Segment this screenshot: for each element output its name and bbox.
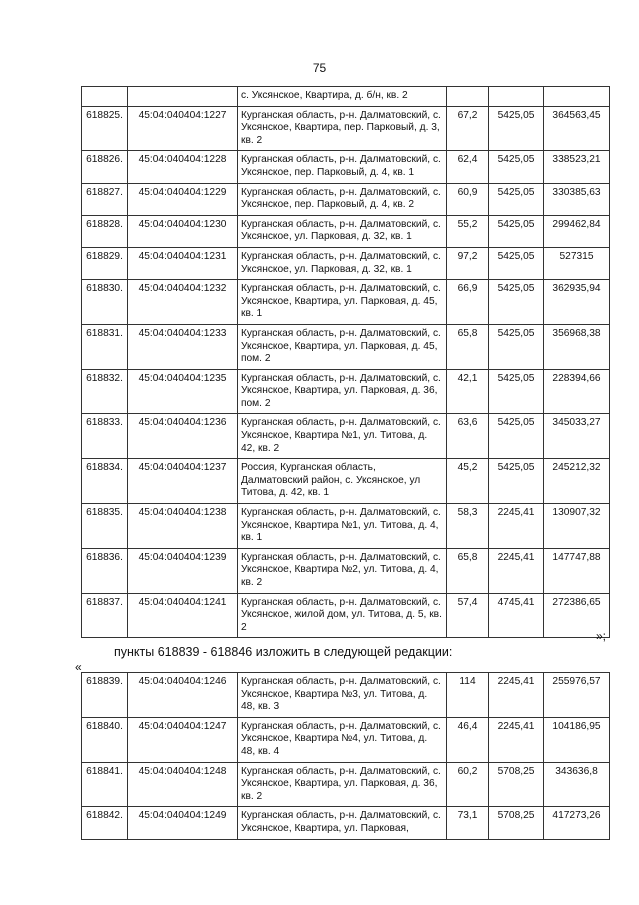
address-cell: Курганская область, р-н. Далматовский, с. Уксянское, Квартира, ул. Парковая, д. 36, пом. 2: [238, 369, 447, 414]
closing-quote: »;: [596, 629, 607, 643]
unit-price-cell: 5708,25: [489, 807, 544, 839]
unit-price-cell: 5425,05: [489, 414, 544, 459]
table-row: [82, 548, 610, 593]
table-row: [82, 247, 610, 279]
unit-price-cell: 5425,05: [489, 215, 544, 247]
row-number-cell: 618829.: [82, 247, 128, 279]
row-number-cell: 618830.: [82, 280, 128, 325]
unit-price-cell: 5425,05: [489, 151, 544, 183]
row-number-cell: 618840.: [82, 717, 128, 762]
cadastral-value-cell: 330385,63: [544, 183, 610, 215]
register-table-1: [81, 86, 610, 638]
row-number-cell: 618825.: [82, 106, 128, 151]
table-row: [82, 504, 610, 549]
address-cell: с. Уксянское, Квартира, д. б/н, кв. 2: [238, 87, 447, 107]
area-cell: 66,9: [447, 280, 489, 325]
unit-price-cell: 2245,41: [489, 673, 544, 718]
row-number-cell: 618828.: [82, 215, 128, 247]
cadastral-number-cell: 45:04:040404:1229: [128, 183, 238, 215]
area-cell: 45,2: [447, 459, 489, 504]
cadastral-number-cell: 45:04:040404:1231: [128, 247, 238, 279]
address-cell: Курганская область, р-н. Далматовский, с. Уксянское, пер. Парковый, д. 4, кв. 1: [238, 151, 447, 183]
address-cell: Курганская область, р-н. Далматовский, с. Уксянское, Квартира №1, ул. Титова, д. 42, кв. 2: [238, 414, 447, 459]
cadastral-number-cell: 45:04:040404:1233: [128, 324, 238, 369]
address-cell: Курганская область, р-н. Далматовский, с. Уксянское, Квартира №4, ул. Титова, д. 48, кв. 4: [238, 717, 447, 762]
table-row: [82, 369, 610, 414]
cadastral-number-cell: 45:04:040404:1230: [128, 215, 238, 247]
unit-price-cell: 5425,05: [489, 459, 544, 504]
cadastral-number-cell: 45:04:040404:1248: [128, 762, 238, 807]
cadastral-value-cell: 417273,26: [544, 807, 610, 839]
area-cell: 97,2: [447, 247, 489, 279]
table-row: [82, 324, 610, 369]
unit-price-cell: 4745,41: [489, 593, 544, 638]
area-cell: 67,2: [447, 106, 489, 151]
area-cell: 63,6: [447, 414, 489, 459]
cadastral-number-cell: 45:04:040404:1241: [128, 593, 238, 638]
row-number-cell: 618826.: [82, 151, 128, 183]
area-cell: 58,3: [447, 504, 489, 549]
area-cell: 57,4: [447, 593, 489, 638]
cadastral-number-cell: 45:04:040404:1247: [128, 717, 238, 762]
table-row: [82, 593, 610, 638]
cadastral-number-cell: 45:04:040404:1249: [128, 807, 238, 839]
cadastral-value-cell: 272386,65: [544, 593, 610, 638]
table-row: [82, 215, 610, 247]
cadastral-value-cell: 104186,95: [544, 717, 610, 762]
area-cell: 65,8: [447, 548, 489, 593]
address-cell: Курганская область, р-н. Далматовский, с. Уксянское, ул. Парковая, д. 32, кв. 1: [238, 247, 447, 279]
address-cell: Курганская область, р-н. Далматовский, с. Уксянское, Квартира, ул. Парковая, д. 45, пом. 2: [238, 324, 447, 369]
cadastral-value-cell: 364563,45: [544, 106, 610, 151]
unit-price-cell: 5425,05: [489, 106, 544, 151]
cadastral-value-cell: 299462,84: [544, 215, 610, 247]
cadastral-value-cell: 130907,32: [544, 504, 610, 549]
cadastral-number-cell: 45:04:040404:1237: [128, 459, 238, 504]
cadastral-value-cell: 255976,57: [544, 673, 610, 718]
row-number-cell: 618827.: [82, 183, 128, 215]
cadastral-value-cell: 245212,32: [544, 459, 610, 504]
cadastral-number-cell: 45:04:040404:1228: [128, 151, 238, 183]
register-table-2: [81, 672, 610, 840]
address-cell: Курганская область, р-н. Далматовский, с. Уксянское, Квартира, ул. Парковая,: [238, 807, 447, 839]
area-cell: 114: [447, 673, 489, 718]
table-row: [82, 459, 610, 504]
table-row: [82, 414, 610, 459]
unit-price-cell: 5425,05: [489, 247, 544, 279]
row-number-cell: 618841.: [82, 762, 128, 807]
area-cell: 60,9: [447, 183, 489, 215]
cadastral-value-cell: 228394,66: [544, 369, 610, 414]
row-number-cell: 618837.: [82, 593, 128, 638]
unit-price-cell: 2245,41: [489, 548, 544, 593]
address-cell: Курганская область, р-н. Далматовский, с. Уксянское, Квартира №1, ул. Титова, д. 4, кв. 1: [238, 504, 447, 549]
table-row: [82, 673, 610, 718]
page-number: 75: [312, 61, 327, 75]
table-row: [82, 151, 610, 183]
cadastral-number-cell: 45:04:040404:1246: [128, 673, 238, 718]
unit-price-cell: 5425,05: [489, 369, 544, 414]
address-cell: Курганская область, р-н. Далматовский, с. Уксянское, Квартира №3, ул. Титова, д. 48, кв. 3: [238, 673, 447, 718]
row-number-cell: 618835.: [82, 504, 128, 549]
address-cell: Россия, Курганская область, Далматовский район, с. Уксянское, ул Титова, д. 42, кв. 1: [238, 459, 447, 504]
area-cell: 55,2: [447, 215, 489, 247]
cadastral-number-cell: 45:04:040404:1238: [128, 504, 238, 549]
row-number-cell: 618839.: [82, 673, 128, 718]
area-cell: 46,4: [447, 717, 489, 762]
address-cell: Курганская область, р-н. Далматовский, с. Уксянское, пер. Парковый, д. 4, кв. 2: [238, 183, 447, 215]
row-number-cell: 618834.: [82, 459, 128, 504]
table-row-fragment: [82, 87, 610, 107]
row-number-cell: 618831.: [82, 324, 128, 369]
address-cell: Курганская область, р-н. Далматовский, с. Уксянское, Квартира, пер. Парковый, д. 3, кв. 2: [238, 106, 447, 151]
unit-price-cell: 5425,05: [489, 183, 544, 215]
address-cell: Курганская область, р-н. Далматовский, с. Уксянское, Квартира, ул. Парковая, д. 45, кв. 1: [238, 280, 447, 325]
address-cell: Курганская область, р-н. Далматовский, с. Уксянское, Квартира №2, ул. Титова, д. 4, кв. 2: [238, 548, 447, 593]
cadastral-number-cell: 45:04:040404:1239: [128, 548, 238, 593]
area-cell: 42,1: [447, 369, 489, 414]
area-cell: 65,8: [447, 324, 489, 369]
address-cell: Курганская область, р-н. Далматовский, с. Уксянское, Квартира, ул. Парковая, д. 36, кв. 2: [238, 762, 447, 807]
cadastral-value-cell: 345033,27: [544, 414, 610, 459]
amendment-instruction: пункты 618839 - 618846 изложить в следующей редакции:: [114, 645, 453, 659]
row-number-cell: 618836.: [82, 548, 128, 593]
row-number-cell: 618832.: [82, 369, 128, 414]
cadastral-number-cell: 45:04:040404:1236: [128, 414, 238, 459]
table-row: [82, 762, 610, 807]
address-cell: Курганская область, р-н. Далматовский, с. Уксянское, жилой дом, ул. Титова, д. 5, кв. 2: [238, 593, 447, 638]
row-number-cell: 618842.: [82, 807, 128, 839]
unit-price-cell: 2245,41: [489, 504, 544, 549]
cadastral-number-cell: 45:04:040404:1232: [128, 280, 238, 325]
table-row: [82, 280, 610, 325]
table-row: [82, 183, 610, 215]
cadastral-number-cell: 45:04:040404:1227: [128, 106, 238, 151]
table-row: [82, 717, 610, 762]
cadastral-value-cell: 527315: [544, 247, 610, 279]
cadastral-value-cell: 362935,94: [544, 280, 610, 325]
table-row: [82, 807, 610, 839]
cadastral-value-cell: 338523,21: [544, 151, 610, 183]
row-number-cell: 618833.: [82, 414, 128, 459]
cadastral-number-cell: 45:04:040404:1235: [128, 369, 238, 414]
unit-price-cell: 5708,25: [489, 762, 544, 807]
cadastral-value-cell: 343636,8: [544, 762, 610, 807]
unit-price-cell: 5425,05: [489, 324, 544, 369]
table-row: [82, 106, 610, 151]
area-cell: 60,2: [447, 762, 489, 807]
cadastral-value-cell: 356968,38: [544, 324, 610, 369]
area-cell: 62,4: [447, 151, 489, 183]
opening-quote: «: [75, 660, 82, 674]
address-cell: Курганская область, р-н. Далматовский, с. Уксянское, ул. Парковая, д. 32, кв. 1: [238, 215, 447, 247]
unit-price-cell: 5425,05: [489, 280, 544, 325]
area-cell: 73,1: [447, 807, 489, 839]
unit-price-cell: 2245,41: [489, 717, 544, 762]
cadastral-value-cell: 147747,88: [544, 548, 610, 593]
